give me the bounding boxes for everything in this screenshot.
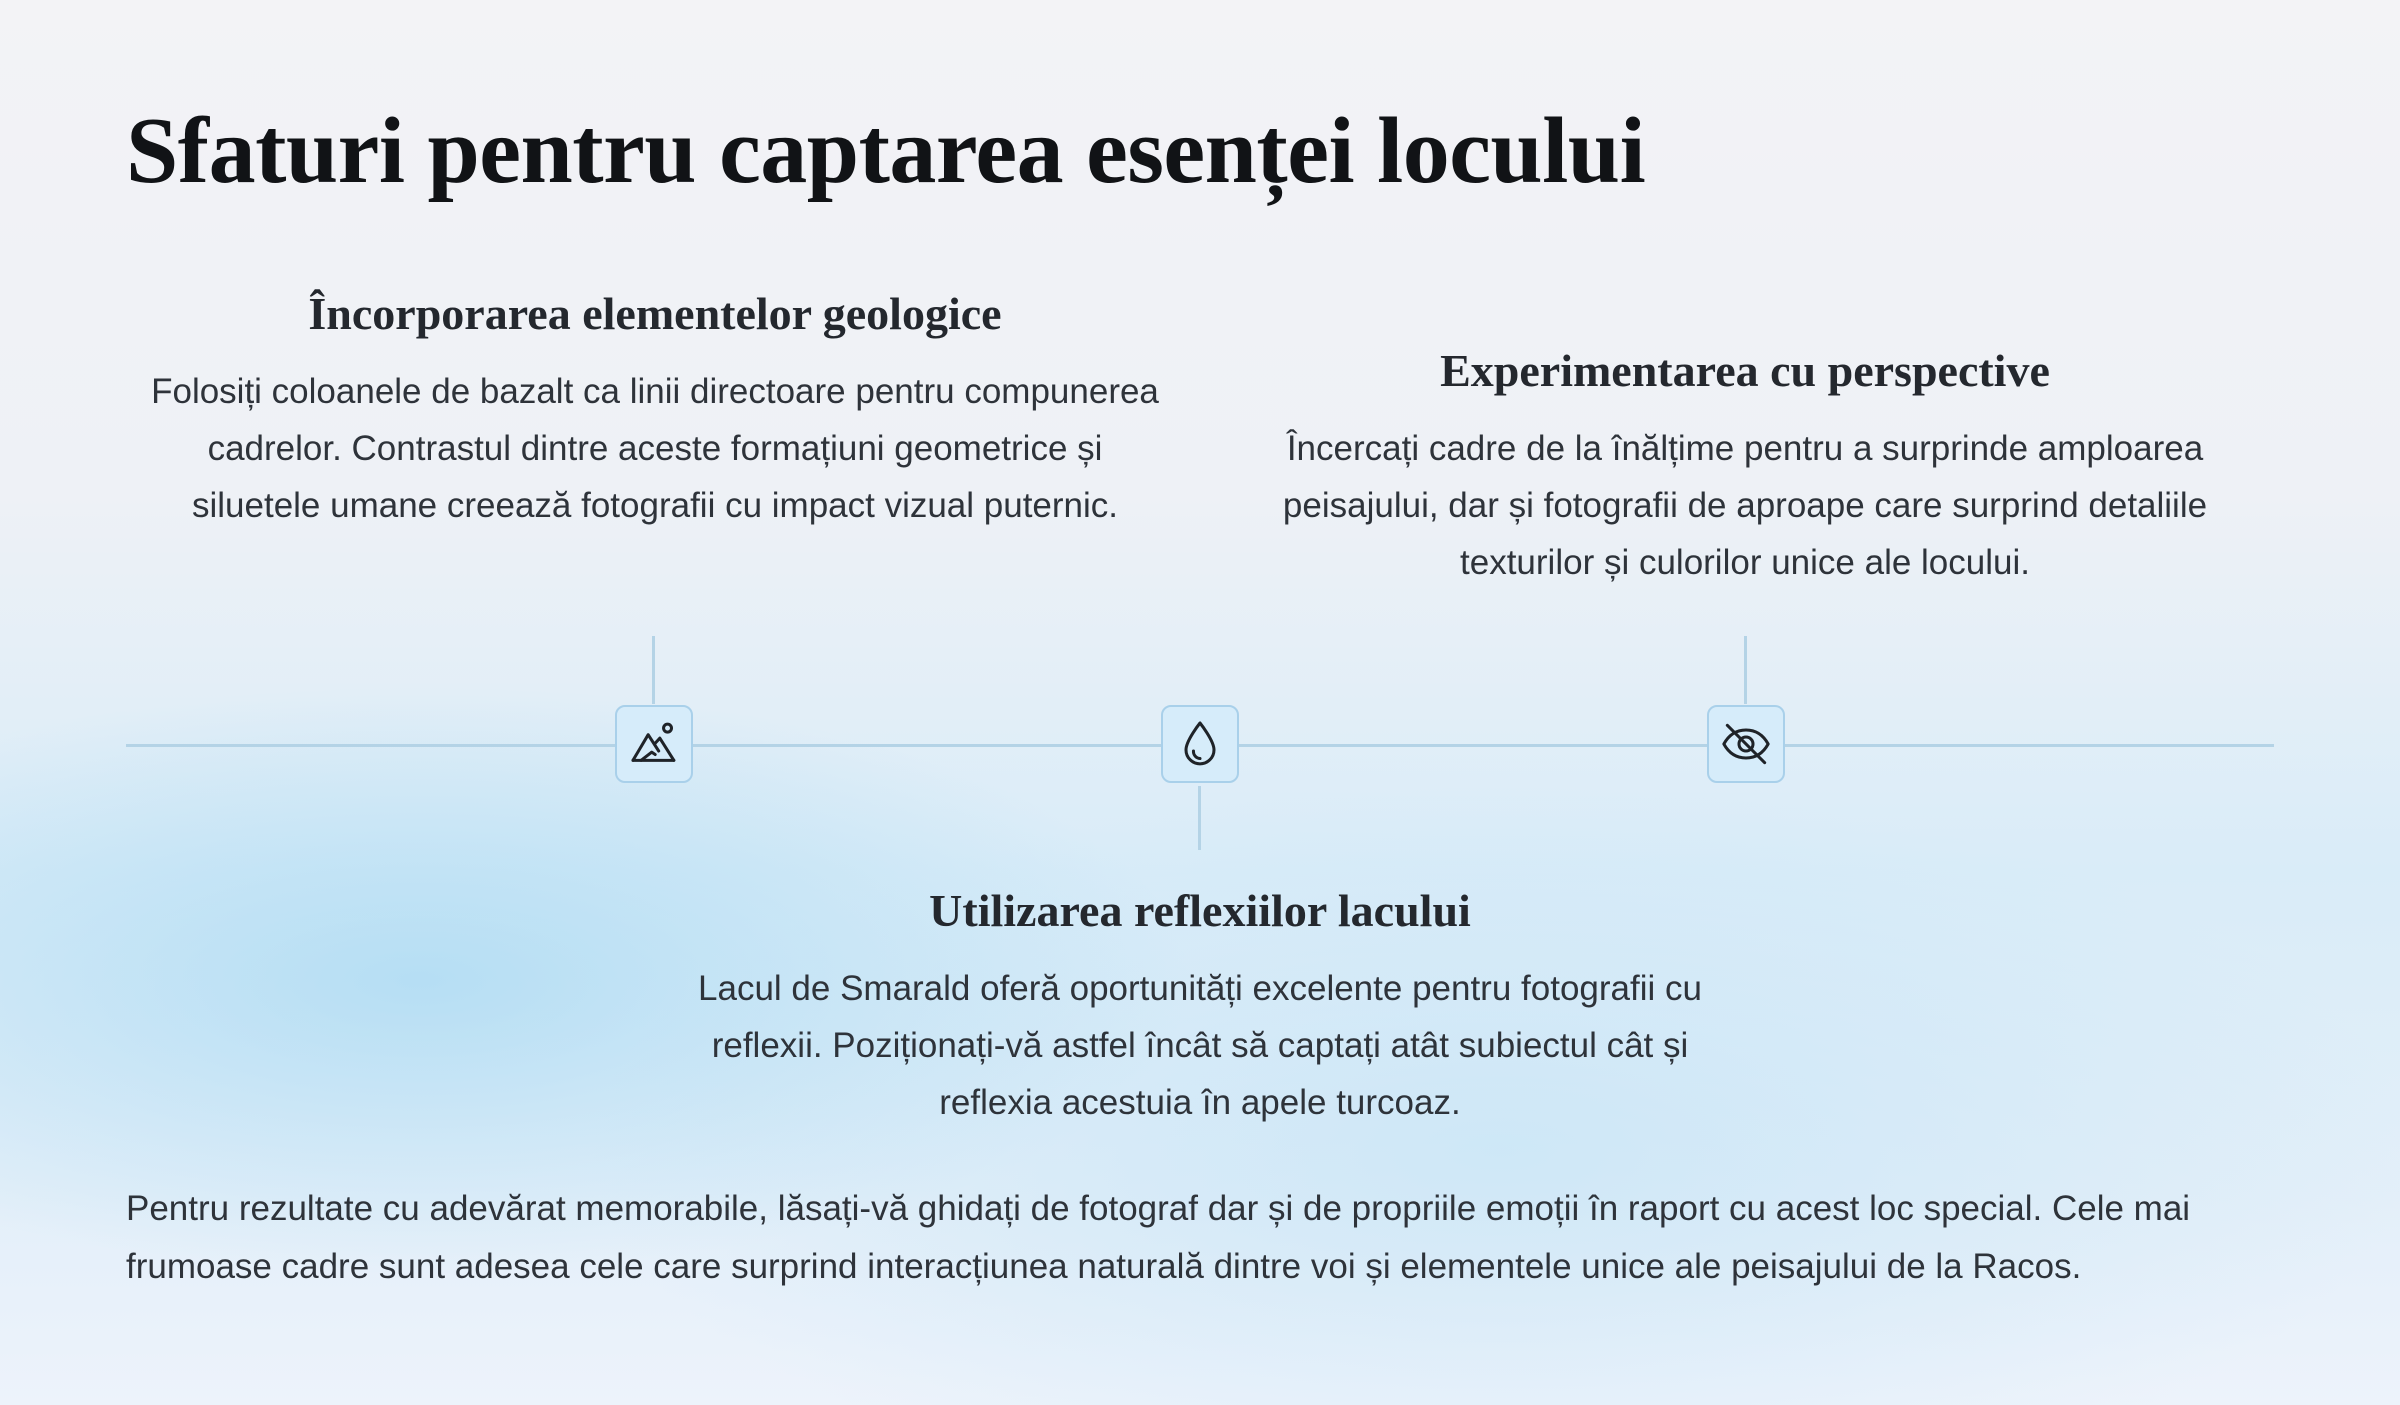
tip-description: Folosiți coloanele de bazalt ca linii directoare pentru compunerea cadrelor. Contrastul dintre aceste formațiuni geometrice și siluetele umane creează fotografii cu impact vizual puternic. bbox=[151, 372, 1159, 526]
page-title: Sfaturi pentru captarea esenței locului bbox=[126, 99, 1646, 203]
eye-off-icon bbox=[1718, 716, 1774, 772]
timeline-connector bbox=[1744, 636, 1747, 704]
timeline-node-geological bbox=[615, 705, 693, 783]
timeline-node-reflections bbox=[1161, 705, 1239, 783]
closing-paragraph: Pentru rezultate cu adevărat memorabile, lăsați-vă ghidați de fotograf dar și de propriile emoții în raport cu acest loc special. Cele mai frumoase cadre sunt adesea cele care surprind interacțiunea naturală dintre voi și elementele unice ale peisajului de la Racos. bbox=[126, 1189, 2191, 1286]
water-drop-icon bbox=[1172, 716, 1228, 772]
tip-description: Încercați cadre de la înălțime pentru a surprinde amploarea peisajului, dar și fotografii de aproape care surprind detaliile texturilor și culorilor unice ale locului. bbox=[1282, 429, 2208, 583]
tip-heading: Utilizarea reflexiilor lacului bbox=[929, 885, 1471, 936]
mountain-sun-icon bbox=[626, 716, 682, 772]
tip-perspectives bbox=[1240, 343, 2250, 591]
tip-description: Lacul de Smarald oferă oportunități excelente pentru fotografii cu reflexii. Poziționați-vă astfel încât să captați atât subiectul cât și reflexia acestuia în apele turcoaz. bbox=[698, 969, 1702, 1123]
tip-geological-elements bbox=[150, 286, 1160, 534]
tip-heading: Încorporarea elementelor geologice bbox=[308, 288, 1002, 339]
tip-lake-reflections bbox=[690, 883, 1710, 1131]
timeline-connector bbox=[1198, 786, 1201, 850]
timeline-connector bbox=[652, 636, 655, 704]
tip-heading: Experimentarea cu perspective bbox=[1440, 345, 2050, 396]
timeline-node-perspectives bbox=[1707, 705, 1785, 783]
